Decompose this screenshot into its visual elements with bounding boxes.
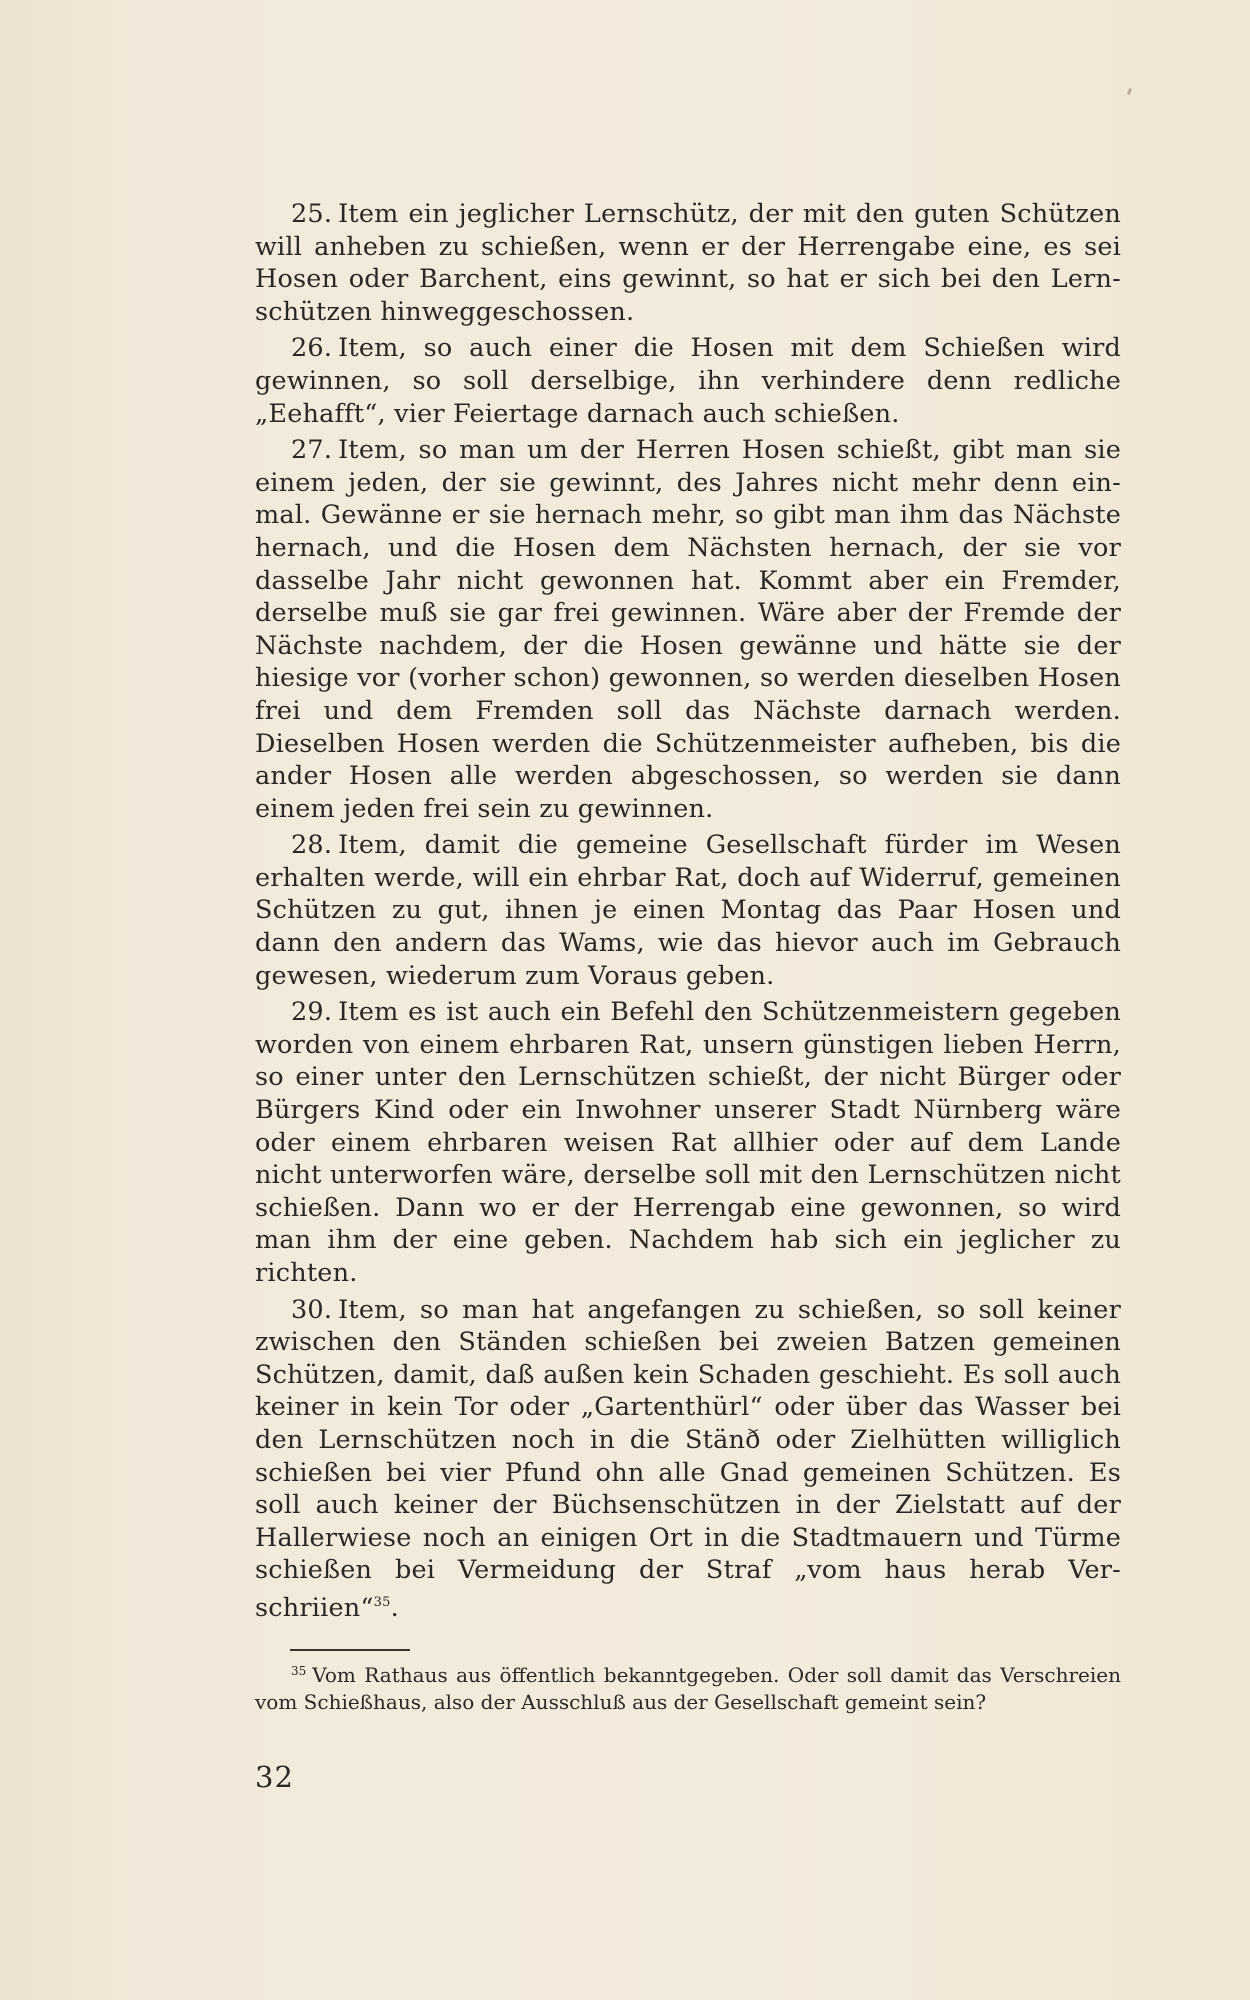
paragraph-number: 28. [291,830,333,861]
footnote-reference: 35 [373,1594,391,1610]
paragraph-number: 29. [291,997,333,1028]
paragraph-number: 30. [291,1294,333,1325]
paragraph-number: 27. [291,435,333,466]
paragraph-text: Item, damit die gemeine Gesellschaft fürder im Wesen erhalten werde, will ein ehrbar Rat, doch auf Widerruf, gemeinen Schützen zu gut, ihnen je einen Montag das Paar Hosen und dann den andern das Wams, wie das hievor auch im Gebrauch gewesen, wiederum zum Voraus geben. [255,830,1121,991]
paragraph-number: 25. [291,199,333,229]
footnote-marker: 35 [291,1664,307,1678]
paragraph-29 [255,996,1121,1289]
paper-speck [1127,88,1132,96]
main-text [255,198,1121,1629]
paragraph-number: 26. [291,333,333,364]
paragraph-text: Item, so auch einer die Hosen mit dem Schießen wird gewinnen, so soll derselbige, ihn verhindere denn redliche „Eehafft“, vier Feiertage darnach auch schießen. [255,333,1121,429]
paragraph-trailing: . [390,1592,399,1623]
paragraph-text: Item, so man um der Herren Hosen schießt, gibt man sie einem jeden, der sie gewinnt, des Jahres nicht mehr denn ein-mal. Gewänne er sie hernach mehr, so gibt man ihm das Nächste hernach, und die Hosen dem Nächsten hernach, der sie vor dasselbe Jahr nicht gewonnen hat. Kommt aber ein Fremder, derselbe muß sie gar frei gewinnen. Wäre aber der Fremde der Nächste nachdem, der die Hosen gewänne und hätte sie der hiesige vor (vorher schon) gewonnen, so werden dieselben Hosen frei und dem Fremden soll das Nächste darnach werden. Dieselben Hosen werden die Schützenmeister aufheben, bis die ander Hosen alle werden abgeschossen, so werden sie dann einem jeden frei sein zu gewinnen. [255,435,1121,824]
paragraph-text: Item, so man hat angefangen zu schießen, so soll keiner zwischen den Ständen schießen bei zweien Batzen gemeinen Schützen, damit, daß außen kein Schaden geschieht. Es soll auch keiner in kein Tor oder „Gartenthürl“ oder über das Wasser bei den Lernschützen noch in die Stänð oder Zielhütten williglich schießen bei vier Pfund ohn alle Gnad gemeinen Schützen. Es soll auch keiner der Büchsenschützen in der Zielstatt auf der Hallerwiese noch an einigen Ort in die Stadtmauern und Türme schießen bei Vermeidung der Straf „vom haus herab Ver-schriien“ [255,1294,1121,1623]
footnote-divider [290,1649,410,1651]
footnote-paragraph [255,1658,1121,1716]
paragraph-26 [255,332,1121,430]
paragraph-25 [255,198,1121,328]
footnote-text: Vom Rathaus aus öffentlich bekanntgegeben. Oder soll damit das Verschreien vom Schießhaus, also der Ausschluß aus der Gesellschaft gemeint sein? [255,1663,1121,1714]
page-number: 32 [255,1760,294,1794]
paragraph-27 [255,434,1121,825]
paragraph-text: Item ein jeglicher Lernschütz, der mit den guten Schützen will anheben zu schießen, wenn er der Herrengabe eine, es sei Hosen oder Barchent, eins gewinnt, so hat er sich bei den Lern-schützen hinweggeschossen. [255,199,1121,327]
paragraph-text: Item es ist auch ein Befehl den Schützenmeistern gegeben worden von einem ehrbaren Rat, unsern günstigen lieben Herrn, so einer unter den Lernschützen schießt, der nicht Bürger oder Bürgers Kind oder ein Inwohner unserer Stadt Nürnberg wäre oder einem ehrbaren weisen Rat allhier oder auf dem Lande nicht unterworfen wäre, derselbe soll mit den Lernschützen nicht schießen. Dann wo er der Herrengab eine gewonnen, so wird man ihm der eine geben. Nachdem hab sich ein jeglicher zu richten. [255,997,1121,1288]
paragraph-30 [255,1294,1121,1625]
paragraph-28 [255,829,1121,992]
footnote [255,1658,1121,1716]
